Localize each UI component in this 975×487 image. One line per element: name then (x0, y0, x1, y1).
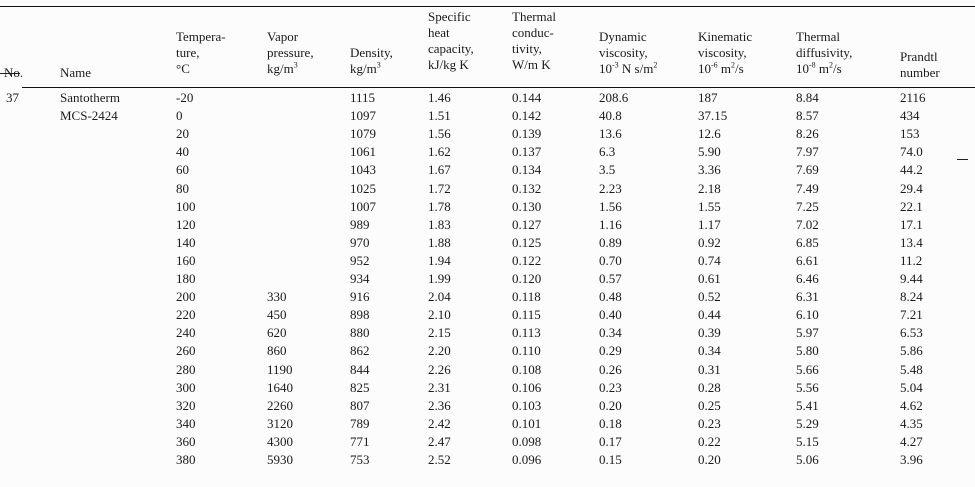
dynamic-viscosity-cell: 0.48 (599, 289, 622, 305)
table-row (0, 415, 975, 433)
vapor-pressure-cell: 1190 (267, 361, 293, 377)
header-superscript: -8 (809, 60, 816, 70)
table-row (0, 252, 975, 270)
table-row (0, 125, 975, 143)
header-superscript: 3 (376, 60, 381, 70)
header-text: Specific (428, 9, 471, 24)
header-superscript: -3 (612, 60, 619, 70)
thermal-conductivity-cell: 0.110 (512, 343, 541, 359)
dynamic-viscosity-cell: 0.17 (599, 433, 622, 449)
table-row (0, 379, 975, 397)
density-cell: 789 (350, 415, 370, 431)
table-row (0, 216, 975, 234)
density-cell: 1061 (350, 144, 376, 160)
table-row (0, 342, 975, 360)
thermal-conductivity-cell: 0.115 (512, 307, 541, 323)
prandtl-number-cell: 4.35 (900, 415, 923, 431)
prandtl-number-cell: 9.44 (900, 271, 923, 286)
dynamic-viscosity-cell: 0.40 (599, 307, 622, 323)
header-text: Thermal (796, 29, 841, 44)
header-text: Vapor (267, 29, 299, 44)
thermal-conductivity-cell: 0.132 (512, 180, 542, 196)
temperature-cell: 120 (176, 216, 196, 232)
dynamic-viscosity-cell: 0.26 (599, 361, 622, 377)
header-text: pressure, (267, 45, 314, 60)
dynamic-viscosity-cell: 6.3 (599, 144, 616, 160)
thermal-diffusivity-cell: 7.02 (796, 216, 819, 232)
dynamic-viscosity-cell: 3.5 (599, 162, 616, 178)
thermal-conductivity-cell: 0.125 (512, 234, 542, 250)
dynamic-viscosity-cell: 0.15 (599, 452, 622, 467)
kinematic-viscosity-cell: 0.31 (698, 361, 721, 377)
header-text: viscosity, (599, 45, 648, 60)
kinematic-viscosity-cell: 0.25 (698, 397, 721, 413)
prandtl-number-cell: 44.2 (900, 162, 923, 178)
density-cell: 989 (350, 216, 370, 232)
density-cell: 771 (350, 433, 370, 449)
header-kinematic-viscosity: Kinematic viscosity, $10^{-6}$ $m^2/s$ (698, 29, 753, 76)
prandtl-number-cell: 153 (900, 126, 920, 142)
temperature-cell: -20 (176, 90, 194, 105)
fluid-name: Santotherm (60, 90, 120, 105)
specific-heat-cell: 1.72 (428, 180, 451, 196)
prandtl-number-cell: 5.86 (900, 343, 923, 359)
density-cell: 970 (350, 234, 370, 250)
header-text: diffusivity, (796, 45, 853, 60)
thermal-conductivity-cell: 0.106 (512, 379, 542, 395)
header-text: Kinematic (698, 29, 753, 44)
header-superscript: 2 (731, 60, 736, 70)
specific-heat-cell: 2.26 (428, 361, 451, 377)
vapor-pressure-cell: 620 (267, 325, 287, 341)
prandtl-number-cell: 4.27 (900, 433, 923, 449)
thermal-diffusivity-cell: 8.84 (796, 90, 819, 105)
temperature-cell: 60 (176, 162, 189, 178)
thermal-diffusivity-cell: 6.10 (796, 307, 819, 323)
temperature-cell: 280 (176, 361, 196, 377)
header-text: kg/m (350, 61, 377, 76)
table-row (0, 143, 975, 161)
table-row (0, 89, 975, 107)
prandtl-number-cell: 2116 (900, 90, 926, 105)
temperature-cell: 340 (176, 415, 196, 431)
thermal-diffusivity-cell: 6.31 (796, 289, 819, 305)
thermal-conductivity-cell: 0.118 (512, 289, 541, 305)
thermal-conductivity-cell: 0.130 (512, 198, 542, 214)
temperature-cell: 380 (176, 452, 196, 467)
specific-heat-cell: 2.42 (428, 415, 451, 431)
kinematic-viscosity-cell: 0.20 (698, 452, 721, 467)
prandtl-number-cell: 29.4 (900, 180, 923, 196)
temperature-cell: 80 (176, 180, 189, 196)
density-cell: 898 (350, 307, 370, 323)
kinematic-viscosity-cell: 0.74 (698, 252, 721, 268)
dynamic-viscosity-cell: 1.56 (599, 198, 622, 214)
kinematic-viscosity-cell: 0.23 (698, 415, 721, 431)
header-text: No. (4, 65, 24, 80)
kinematic-viscosity-cell: 0.22 (698, 433, 721, 449)
header-text: conduc- (512, 25, 554, 40)
kinematic-viscosity-cell: 2.18 (698, 180, 721, 196)
prandtl-number-cell: 6.53 (900, 325, 923, 341)
thermal-conductivity-cell: 0.108 (512, 361, 542, 377)
vapor-pressure-cell: 3120 (267, 415, 293, 431)
prandtl-number-cell: 3.96 (900, 452, 923, 467)
header-thermal-conductivity (512, 9, 556, 73)
density-cell: 825 (350, 379, 370, 395)
dynamic-viscosity-cell: 0.57 (599, 271, 622, 286)
dynamic-viscosity-cell: 40.8 (599, 108, 622, 124)
specific-heat-cell: 1.78 (428, 198, 451, 214)
header-text: Prandtl (900, 49, 938, 64)
temperature-cell: 40 (176, 144, 189, 160)
thermal-conductivity-cell: 0.120 (512, 271, 542, 286)
header-text: viscosity, (698, 45, 747, 60)
kinematic-viscosity-cell: 0.61 (698, 271, 721, 286)
dynamic-viscosity-cell: 0.23 (599, 379, 622, 395)
specific-heat-cell: 2.52 (428, 452, 451, 467)
thermal-conductivity-cell: 0.142 (512, 108, 542, 124)
temperature-cell: 20 (176, 126, 189, 142)
kinematic-viscosity-cell: 187 (698, 90, 718, 105)
vapor-pressure-cell: 2260 (267, 397, 293, 413)
table-row (0, 451, 975, 469)
prandtl-number-cell: 22.1 (900, 198, 923, 214)
thermal-conductivity-cell: 0.134 (512, 162, 542, 178)
table-row (0, 397, 975, 415)
prandtl-number-cell: 5.48 (900, 361, 923, 377)
specific-heat-cell: 2.36 (428, 397, 451, 413)
thermal-conductivity-cell: 0.096 (512, 452, 542, 467)
temperature-cell: 200 (176, 289, 196, 305)
header-text: Tempera- (176, 29, 226, 44)
thermal-diffusivity-cell: 5.80 (796, 343, 819, 359)
density-cell: 880 (350, 325, 370, 341)
prandtl-number-cell: 5.04 (900, 379, 923, 395)
thermal-diffusivity-cell: 7.49 (796, 180, 819, 196)
specific-heat-cell: 1.83 (428, 216, 451, 232)
thermal-diffusivity-cell: 7.69 (796, 162, 819, 178)
prandtl-number-cell: 8.24 (900, 289, 923, 305)
density-cell: 1079 (350, 126, 376, 142)
kinematic-viscosity-cell: 0.52 (698, 289, 721, 305)
header-specific-heat (428, 9, 474, 73)
thermal-diffusivity-cell: 8.57 (796, 108, 819, 124)
fluid-name: MCS-2424 (60, 108, 118, 123)
vapor-pressure-cell: 450 (267, 307, 287, 323)
temperature-cell: 140 (176, 234, 196, 250)
header-text: kg/m (267, 61, 294, 76)
temperature-cell: 360 (176, 433, 196, 449)
density-cell: 862 (350, 343, 370, 359)
density-cell: 807 (350, 397, 370, 413)
dynamic-viscosity-cell: 2.23 (599, 180, 622, 196)
prandtl-number-cell: 17.1 (900, 216, 923, 232)
specific-heat-cell: 2.31 (428, 379, 451, 395)
thermal-diffusivity-cell: 5.29 (796, 415, 819, 431)
header-text: Name (60, 65, 92, 80)
temperature-cell: 220 (176, 307, 196, 323)
specific-heat-cell: 1.88 (428, 234, 451, 250)
density-cell: 1097 (350, 108, 376, 124)
prandtl-number-cell: 434 (900, 108, 920, 124)
temperature-cell: 240 (176, 325, 196, 341)
kinematic-viscosity-cell: 0.44 (698, 307, 721, 323)
thermal-conductivity-cell: 0.139 (512, 126, 542, 142)
header-text: tivity, (512, 41, 542, 56)
table-row (0, 198, 975, 216)
kinematic-viscosity-cell: 0.92 (698, 234, 721, 250)
thermal-conductivity-cell: 0.103 (512, 397, 542, 413)
header-superscript: 3 (293, 60, 298, 70)
kinematic-viscosity-cell: 0.28 (698, 379, 721, 395)
specific-heat-cell: 1.67 (428, 162, 451, 178)
dynamic-viscosity-cell: 0.70 (599, 252, 622, 268)
table-row (0, 288, 975, 306)
specific-heat-cell: 1.46 (428, 90, 451, 105)
density-cell: 844 (350, 361, 370, 377)
table-row (0, 180, 975, 198)
header-text: W/m K (512, 57, 551, 72)
density-cell: 1025 (350, 180, 376, 196)
header-superscript: 2 (829, 60, 834, 70)
header-dynamic-viscosity: Dynamic viscosity, $10^{-3}$ N $s/m^2$ (599, 29, 658, 76)
temperature-cell: 180 (176, 271, 196, 286)
thermal-diffusivity-cell: 5.56 (796, 379, 819, 395)
thermal-diffusivity-cell: 5.41 (796, 397, 819, 413)
header-text: kJ/kg K (428, 57, 469, 72)
thermal-conductivity-cell: 0.137 (512, 144, 542, 160)
temperature-cell: 320 (176, 397, 196, 413)
table-row (0, 161, 975, 179)
specific-heat-cell: 1.94 (428, 252, 451, 268)
thermal-diffusivity-cell: 5.97 (796, 325, 819, 341)
thermal-diffusivity-cell: 8.26 (796, 126, 819, 142)
density-cell: 916 (350, 289, 370, 305)
vapor-pressure-cell: 4300 (267, 433, 293, 449)
header-rule (22, 87, 975, 88)
thermal-conductivity-cell: 0.122 (512, 252, 542, 268)
kinematic-viscosity-cell: 3.36 (698, 162, 721, 178)
density-cell: 1007 (350, 198, 376, 214)
specific-heat-cell: 1.62 (428, 144, 451, 160)
prandtl-number-cell: 4.62 (900, 397, 923, 413)
dynamic-viscosity-cell: 0.18 (599, 415, 622, 431)
temperature-cell: 100 (176, 198, 196, 214)
table-row (0, 234, 975, 252)
specific-heat-cell: 2.04 (428, 289, 451, 305)
thermal-conductivity-cell: 0.101 (512, 415, 542, 431)
thermal-diffusivity-cell: 6.61 (796, 252, 819, 268)
header-thermal-diffusivity: Thermal diffusivity, $10^{-8}$ $m^2/s$ (796, 29, 853, 76)
header-name (60, 65, 91, 81)
dynamic-viscosity-cell: 0.34 (599, 325, 622, 341)
dynamic-viscosity-cell: 0.29 (599, 343, 622, 359)
thermal-diffusivity-cell: 7.97 (796, 144, 819, 160)
vapor-pressure-cell: 5930 (267, 452, 293, 467)
vapor-pressure-cell: 1640 (267, 379, 293, 395)
thermal-diffusivity-cell: 6.85 (796, 234, 819, 250)
header-vapor-pressure (267, 29, 314, 77)
top-rule (0, 6, 975, 7)
temperature-cell: 260 (176, 343, 196, 359)
prandtl-number-cell: 7.21 (900, 307, 923, 323)
temperature-cell: 160 (176, 252, 196, 268)
thermal-conductivity-cell: 0.127 (512, 216, 542, 232)
density-cell: 753 (350, 452, 370, 467)
specific-heat-cell: 2.20 (428, 343, 451, 359)
header-text: capacity, (428, 41, 474, 56)
thermal-diffusivity-cell: 7.25 (796, 198, 819, 214)
header-text: Dynamic (599, 29, 647, 44)
table-row (0, 433, 975, 451)
density-cell: 952 (350, 252, 370, 268)
table-row (0, 324, 975, 342)
header-text: heat (428, 25, 450, 40)
kinematic-viscosity-cell: 12.6 (698, 126, 721, 142)
density-cell: 1043 (350, 162, 376, 178)
kinematic-viscosity-cell: 5.90 (698, 144, 721, 160)
kinematic-viscosity-cell: 0.39 (698, 325, 721, 341)
dynamic-viscosity-cell: 1.16 (599, 216, 622, 232)
header-no (4, 65, 23, 81)
thermal-conductivity-cell: 0.113 (512, 325, 541, 341)
table-row (0, 107, 975, 125)
kinematic-viscosity-cell: 1.17 (698, 216, 721, 232)
thermal-diffusivity-cell: 5.06 (796, 452, 819, 467)
vapor-pressure-cell: 330 (267, 289, 287, 305)
prandtl-number-cell: 13.4 (900, 234, 923, 250)
kinematic-viscosity-cell: 0.34 (698, 343, 721, 359)
header-prandtl-number (900, 49, 940, 81)
thermal-diffusivity-cell: 5.15 (796, 433, 819, 449)
prandtl-number-cell: 74.0 (900, 144, 923, 160)
table-row (0, 270, 975, 288)
dynamic-viscosity-cell: 0.89 (599, 234, 622, 250)
specific-heat-cell: 1.51 (428, 108, 451, 124)
header-temperature (176, 29, 226, 77)
specific-heat-cell: 2.10 (428, 307, 451, 323)
table-row (0, 361, 975, 379)
vapor-pressure-cell: 860 (267, 343, 287, 359)
specific-heat-cell: 2.47 (428, 433, 451, 449)
dynamic-viscosity-cell: 208.6 (599, 90, 629, 105)
thermal-diffusivity-cell: 5.66 (796, 361, 819, 377)
header-text: Density, (350, 45, 393, 60)
header-density (350, 45, 393, 77)
header-superscript: 2 (653, 60, 658, 70)
prandtl-number-cell: 11.2 (900, 252, 923, 268)
dynamic-viscosity-cell: 0.20 (599, 397, 622, 413)
dynamic-viscosity-cell: 13.6 (599, 126, 622, 142)
header-text: number (900, 65, 940, 80)
thermal-diffusivity-cell: 6.46 (796, 271, 819, 286)
header-text: °C (176, 61, 190, 76)
specific-heat-cell: 1.99 (428, 271, 451, 286)
thermal-conductivity-cell: 0.098 (512, 433, 542, 449)
temperature-cell: 300 (176, 379, 196, 395)
specific-heat-cell: 2.15 (428, 325, 451, 341)
specific-heat-cell: 1.56 (428, 126, 451, 142)
header-text: Thermal (512, 9, 557, 24)
table-row (0, 306, 975, 324)
header-text: ture, (176, 45, 200, 60)
kinematic-viscosity-cell: 1.55 (698, 198, 721, 214)
density-cell: 934 (350, 271, 370, 286)
kinematic-viscosity-cell: 37.15 (698, 108, 728, 124)
temperature-cell: 0 (176, 108, 183, 124)
header-superscript: -6 (711, 60, 718, 70)
entry-number: 37 (6, 90, 19, 105)
density-cell: 1115 (350, 90, 376, 105)
thermal-conductivity-cell: 0.144 (512, 90, 542, 105)
